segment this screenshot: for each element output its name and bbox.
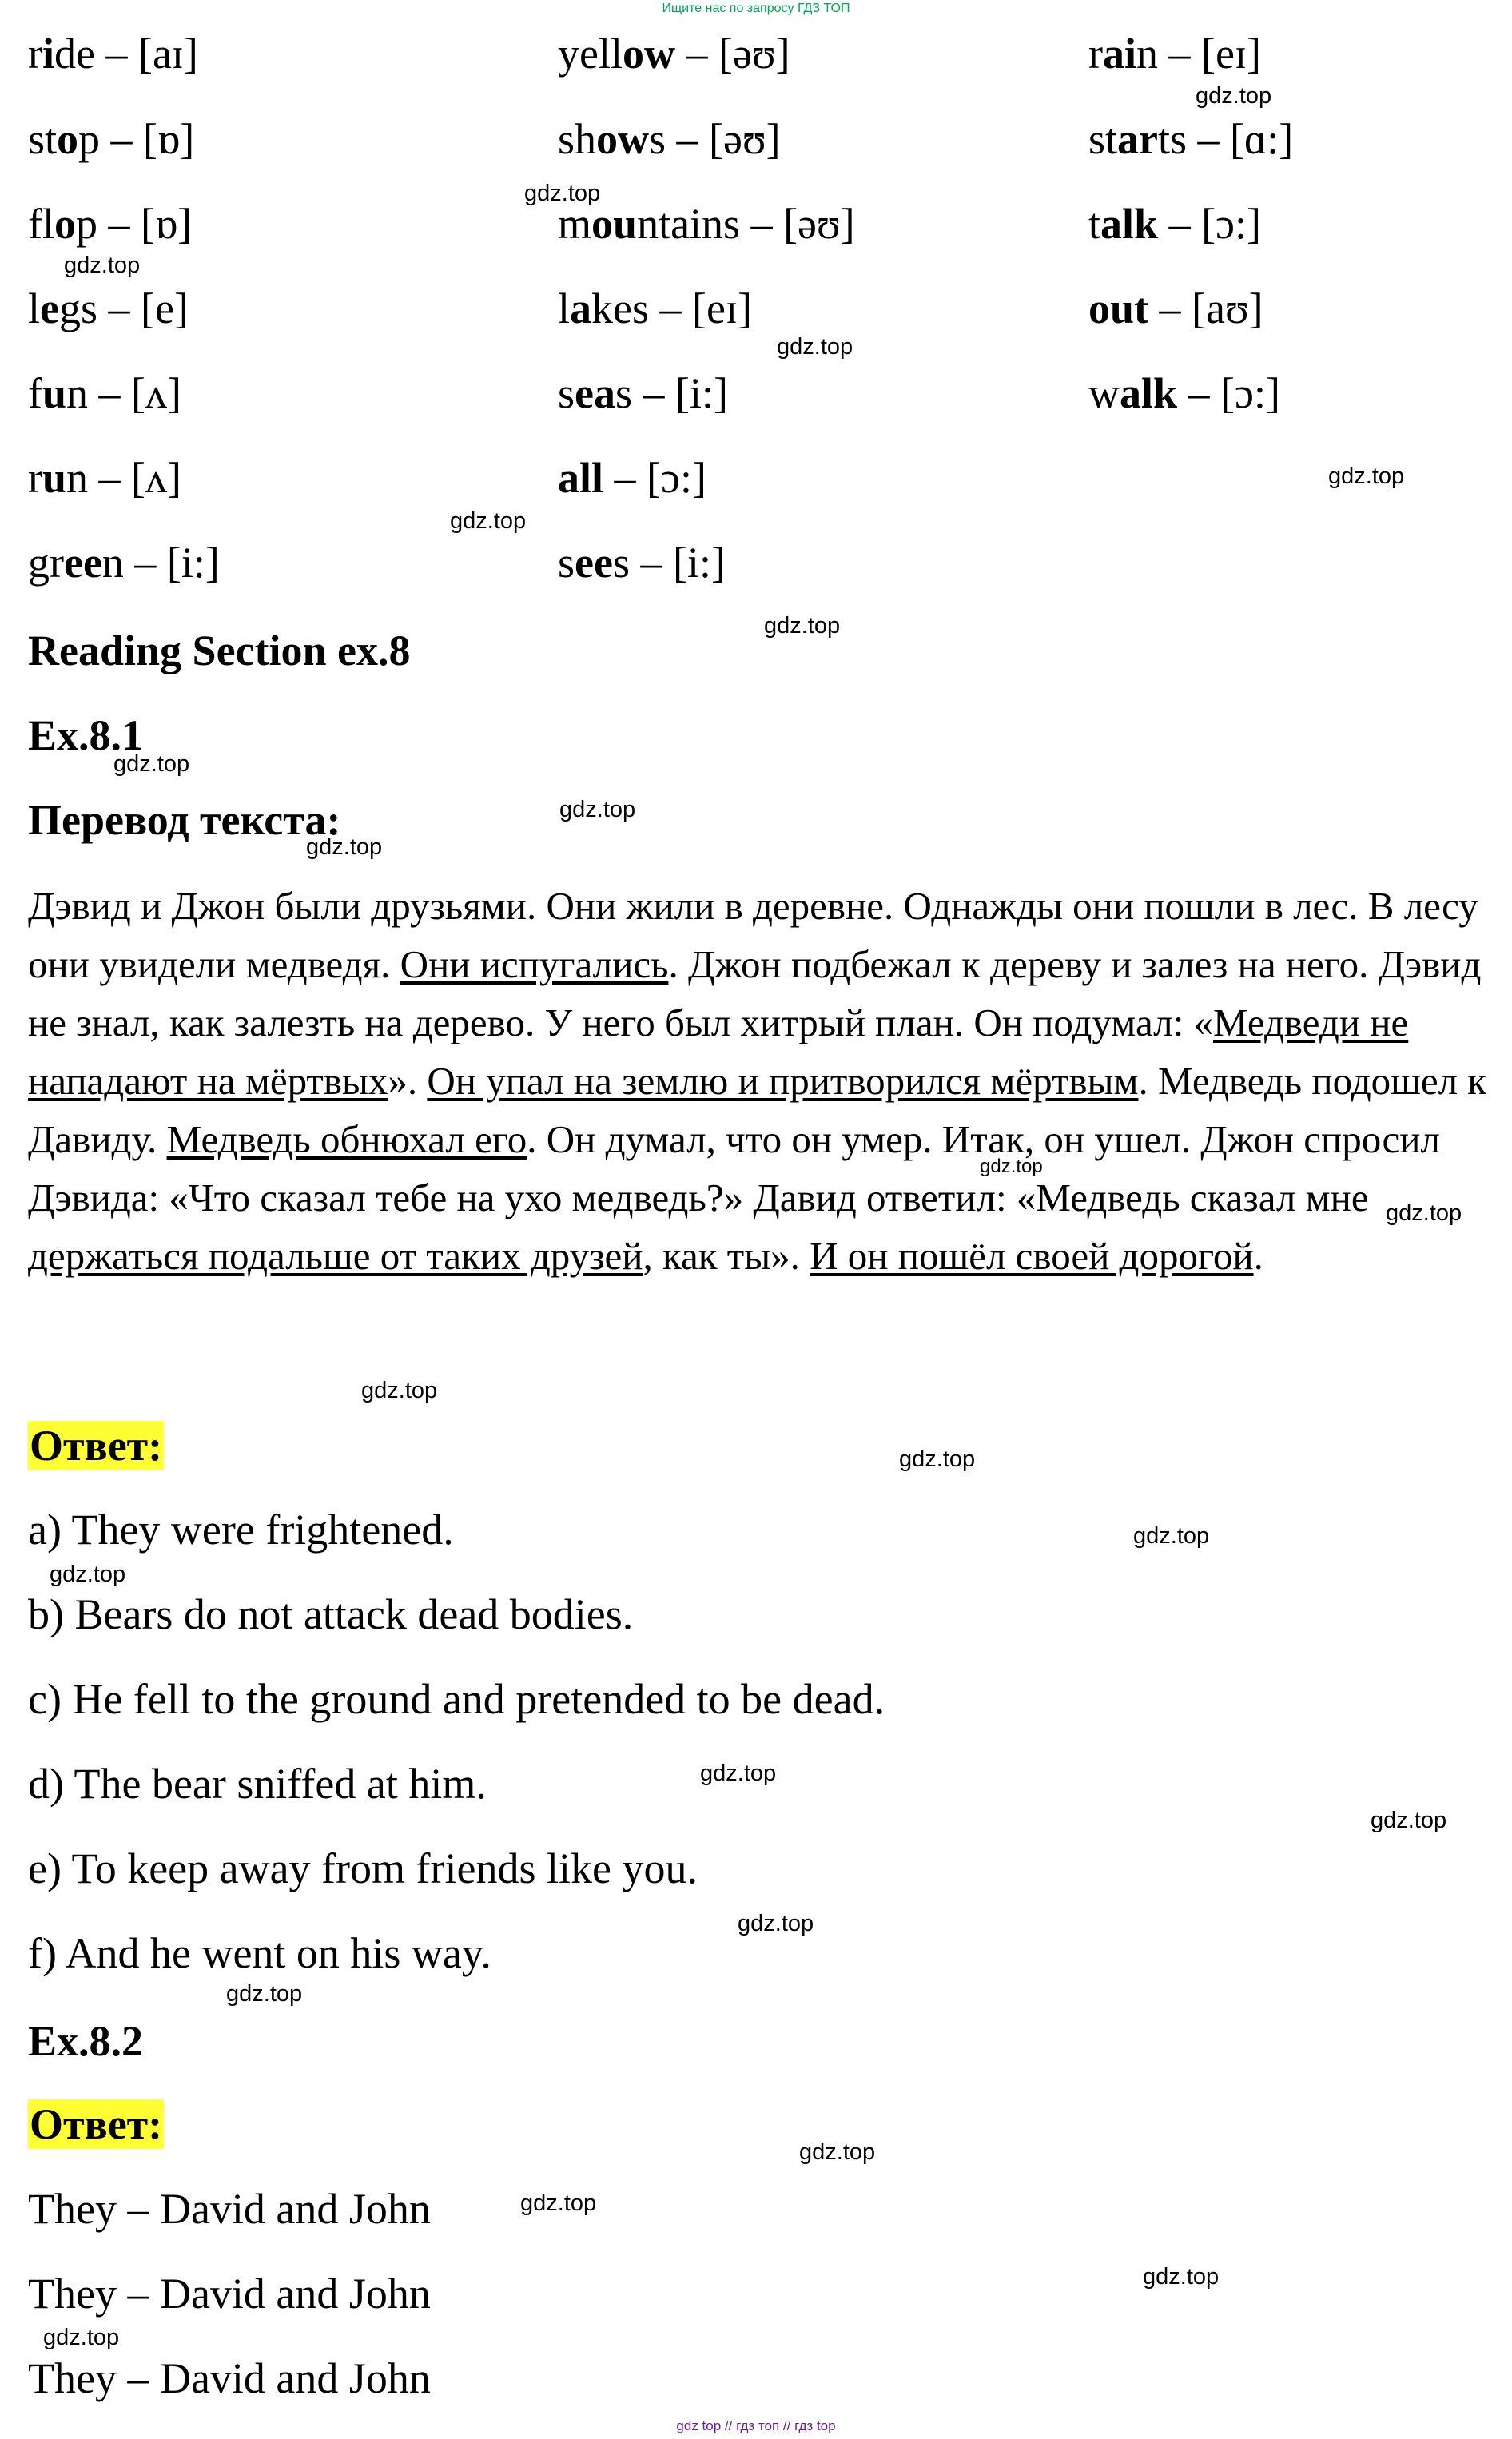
ex-8-2-heading: Ex.8.2 xyxy=(28,2017,144,2065)
answer-item: c) He fell to the ground and pretended to be dead. xyxy=(28,1675,885,1723)
vocab-word: run – [ʌ] xyxy=(28,454,181,502)
ex-8-1-heading: Ex.8.1 xyxy=(28,711,144,759)
vocab-word: shows – [əʊ] xyxy=(558,115,781,163)
vocab-word: ride – [aɪ] xyxy=(28,30,198,78)
top-banner: Ищите нас по запросу ГДЗ ТОП xyxy=(662,2,850,15)
vocab-word: mountains – [əʊ] xyxy=(558,200,855,248)
watermark: gdz.top xyxy=(738,1911,814,1936)
vocab-word: stop – [ɒ] xyxy=(28,115,195,163)
watermark: gdz.top xyxy=(799,2139,876,2165)
watermark: gdz.top xyxy=(50,1562,126,1587)
answer-item: They – David and John xyxy=(28,2270,431,2318)
vocab-word: out – [aʊ] xyxy=(1088,284,1263,332)
vocab-word: legs – [e] xyxy=(28,284,189,332)
vocab-word: starts – [ɑ:] xyxy=(1088,115,1294,163)
vocab-word: green – [i:] xyxy=(28,539,220,587)
watermark: gdz.top xyxy=(64,253,141,278)
watermark: gdz.top xyxy=(1143,2264,1220,2290)
vocab-word: lakes – [eɪ] xyxy=(558,284,752,332)
watermark: gdz.top xyxy=(1328,464,1405,489)
watermark: gdz.top xyxy=(1371,1808,1447,1833)
answer-item: f) And he went on his way. xyxy=(28,1929,491,1977)
answer-item: d) The bear sniffed at him. xyxy=(28,1760,487,1808)
answer-label-2: Ответ: xyxy=(30,2100,163,2148)
translation-text: Дэвид и Джон были друзьями. Они жили в деревне. Однажды они пошли в лес. В лесу они увидели медведя. Они испугались. Джон подбежал к дереву и залез на него. Дэвид не знал, как залезть на дерево. У него был хитрый план. Он подумал: «Медведи не нападают на мёртвых». Он упал на землю и притворился мёртвым. Медведь подошел к Давиду. Медведь обнюхал его. Он думал, что он умер. Итак, он ушел. Джон спросил Дэвида: «Что сказал тебе на ухо медведь?» Давид ответил: «Медведь сказал мне держаться подальше от таких друзей, как ты». И он пошёл своей дорогой. xyxy=(28,884,1487,1278)
vocab-word: seas – [i:] xyxy=(558,369,728,417)
answer-item: b) Bears do not attack dead bodies. xyxy=(28,1590,634,1638)
vocab-word: yellow – [əʊ] xyxy=(558,30,790,78)
watermark: gdz.top xyxy=(1133,1523,1210,1549)
watermark: gdz.top xyxy=(361,1378,438,1403)
vocab-word: fun – [ʌ] xyxy=(28,369,181,417)
watermark: gdz.top xyxy=(520,2190,597,2216)
vocab-word: rain – [eɪ] xyxy=(1088,30,1261,78)
answer-item: They – David and John xyxy=(28,2354,431,2402)
watermark: gdz.top xyxy=(450,508,527,534)
answer-item: They – David and John xyxy=(28,2185,431,2233)
watermark: gdz.top xyxy=(306,834,383,860)
watermark: gdz.top xyxy=(980,1156,1043,1177)
vocab-word: talk – [ɔ:] xyxy=(1088,200,1261,248)
watermark: gdz.top xyxy=(524,181,601,206)
watermark: gdz.top xyxy=(559,797,636,822)
answer-item: a) They were frightened. xyxy=(28,1506,454,1554)
watermark: gdz.top xyxy=(899,1446,976,1472)
reading-section-heading: Reading Section ex.8 xyxy=(28,627,411,674)
watermark: gdz.top xyxy=(43,2325,120,2350)
watermark: gdz.top xyxy=(1196,83,1272,109)
watermark: gdz.top xyxy=(226,1981,303,2007)
watermark: gdz.top xyxy=(777,334,853,360)
vocab-word: flop – [ɒ] xyxy=(28,200,193,248)
vocab-word: sees – [i:] xyxy=(558,539,726,587)
footer: gdz top // гдз топ // гдз top xyxy=(676,2418,836,2433)
answer-item: e) To keep away from friends like you. xyxy=(28,1844,698,1892)
watermark: gdz.top xyxy=(1386,1200,1462,1226)
watermark: gdz.top xyxy=(700,1761,777,1786)
vocab-word: all – [ɔ:] xyxy=(558,454,706,502)
watermark: gdz.top xyxy=(113,751,190,777)
answer-label-1: Ответ: xyxy=(30,1422,163,1470)
translation-heading: Перевод текста: xyxy=(28,796,341,844)
watermark: gdz.top xyxy=(764,613,841,639)
vocab-word: walk – [ɔ:] xyxy=(1088,369,1280,417)
